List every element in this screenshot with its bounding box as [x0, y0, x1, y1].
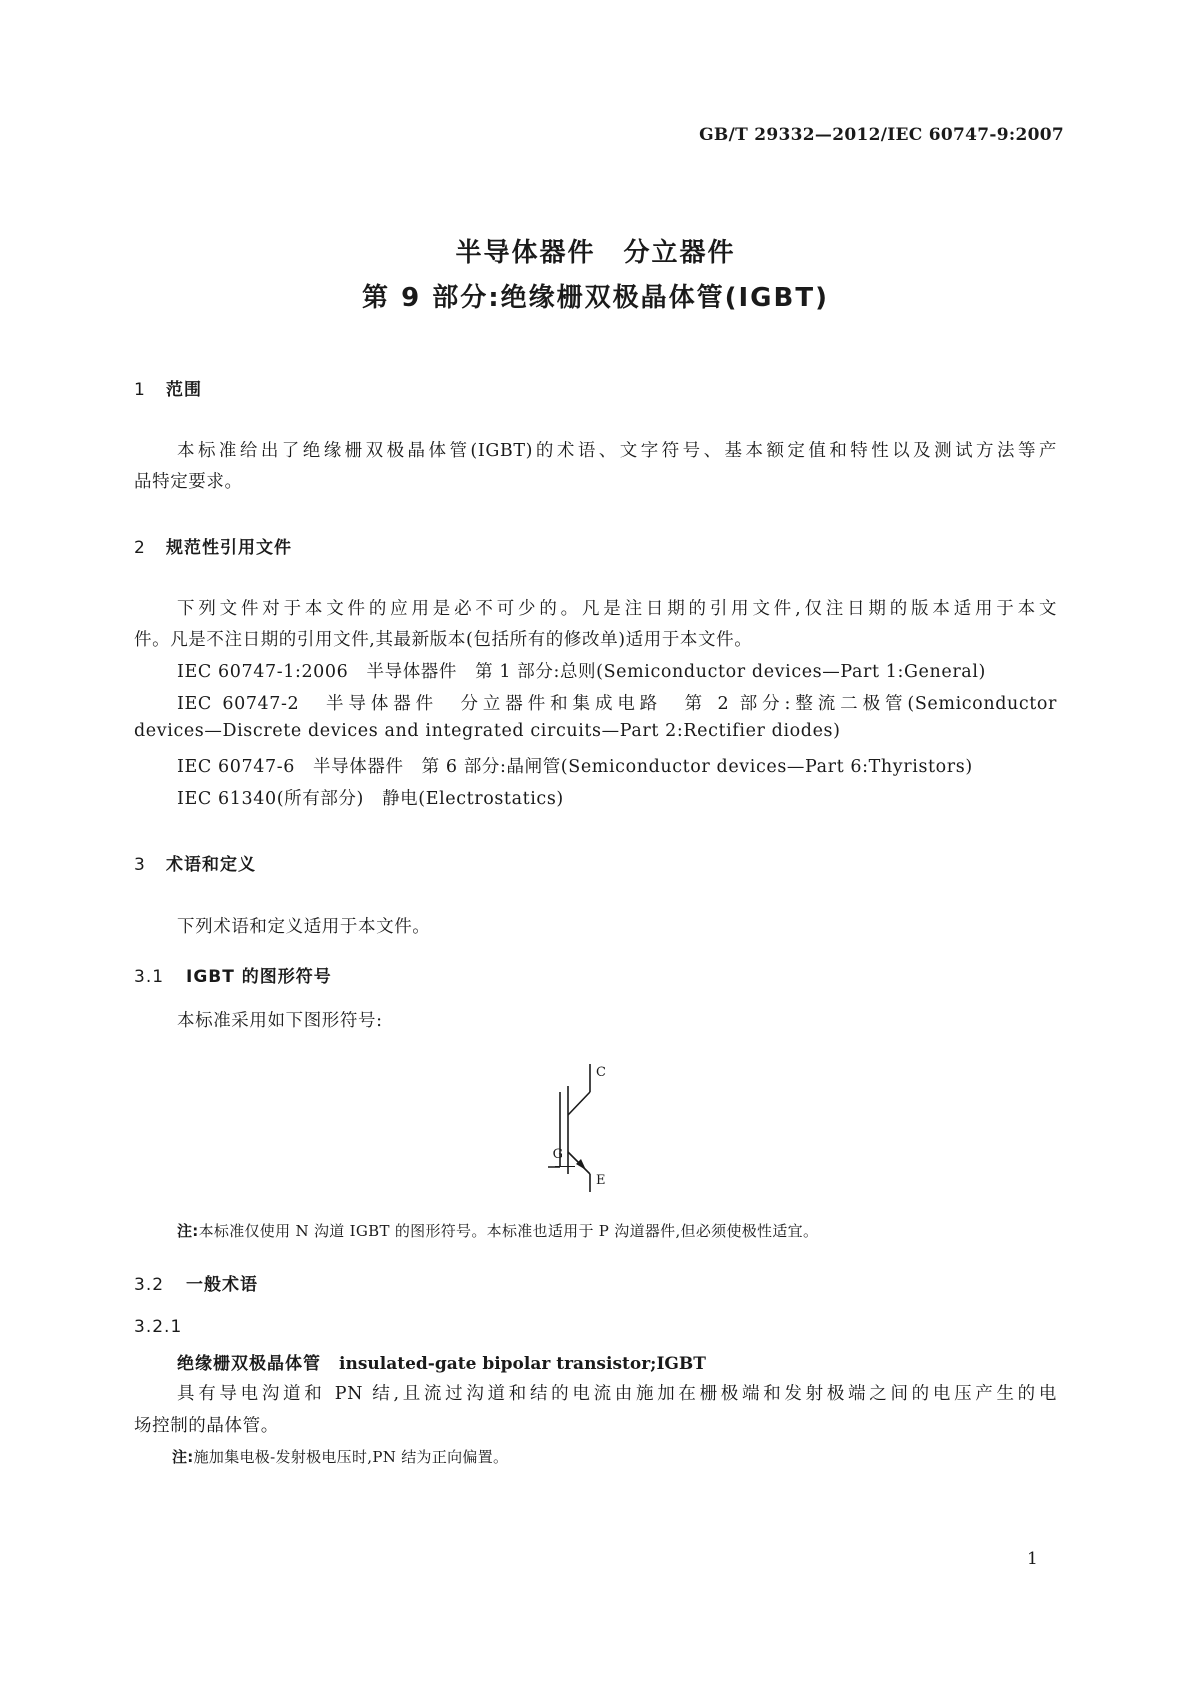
section-title: IGBT 的图形符号 [186, 967, 332, 987]
igbt-symbol-icon [548, 1062, 648, 1194]
note-label: 注: [177, 1222, 199, 1240]
symbol-paragraph: 本标准采用如下图形符号: [177, 1011, 383, 1031]
term-definition-line2: 场控制的晶体管。 [134, 1416, 279, 1436]
note-text: 施加集电极-发射极电压时,PN 结为正向偏置。 [193, 1448, 509, 1466]
section-1-heading [134, 375, 202, 400]
reference-iec-60747-1: IEC 60747-1:2006 半导体器件 第 1 部分:总则(Semiconductor devices—Part 1:General) [177, 662, 986, 682]
note-label: 注: [172, 1448, 194, 1466]
section-number: 1 [134, 380, 146, 400]
scope-paragraph-line1: 本标准给出了绝缘栅双极晶体管(IGBT)的术语、文字符号、基本额定值和特性以及测试方法等产 [177, 441, 1057, 461]
section-title: 一般术语 [186, 1275, 258, 1295]
symbol-note [177, 1220, 818, 1241]
section-number: 3 [134, 855, 146, 875]
section-number: 3.1 [134, 967, 165, 987]
reference-iec-60747-2-line2: devices—Discrete devices and integrated circuits—Part 2:Rectifier diodes) [134, 721, 841, 741]
term-chinese: 绝缘栅双极晶体管 [177, 1354, 321, 1374]
section-number: 3.2 [134, 1275, 165, 1295]
page-number: 1 [1027, 1549, 1038, 1569]
term-english: insulated-gate bipolar transistor;IGBT [339, 1354, 706, 1374]
section-3-heading [134, 850, 256, 875]
section-3-2-heading [134, 1270, 258, 1295]
scope-paragraph-line2: 品特定要求。 [134, 472, 243, 492]
emitter-label: E [596, 1173, 606, 1188]
collector-label: C [596, 1065, 606, 1080]
standard-code: GB/T 29332—2012/IEC 60747-9:2007 [699, 125, 1064, 145]
collector-diagonal [568, 1092, 590, 1115]
document-title-line1: 半导体器件 分立器件 [455, 238, 736, 268]
gate-lead-extension [555, 1166, 575, 1167]
section-2-heading [134, 533, 292, 558]
reference-iec-61340: IEC 61340(所有部分) 静电(Electrostatics) [177, 789, 564, 809]
clause-3-2-1-number: 3.2.1 [134, 1317, 183, 1337]
term-note [172, 1446, 508, 1467]
term-entry [177, 1349, 706, 1374]
gate-label: G [552, 1147, 563, 1162]
reference-iec-60747-2-line1: IEC 60747-2 半导体器件 分立器件和集成电路 第 2 部分:整流二极管(Semiconductor [177, 694, 1057, 714]
reference-iec-60747-6: IEC 60747-6 半导体器件 第 6 部分:晶闸管(Semiconductor devices—Part 6:Thyristors) [177, 757, 973, 777]
section-title: 术语和定义 [166, 855, 256, 875]
section-title: 范围 [166, 380, 202, 400]
document-title-line2: 第 9 部分:绝缘栅双极晶体管(IGBT) [362, 283, 829, 313]
note-text: 本标准仅使用 N 沟道 IGBT 的图形符号。本标准也适用于 P 沟道器件,但必须使极性适宜。 [198, 1222, 819, 1240]
section-3-1-heading [134, 962, 332, 987]
terms-paragraph: 下列术语和定义适用于本文件。 [177, 917, 431, 937]
section-title: 规范性引用文件 [166, 538, 292, 558]
references-paragraph-line1: 下列文件对于本文件的应用是必不可少的。凡是注日期的引用文件,仅注日期的版本适用于本文 [177, 599, 1057, 619]
term-definition-line1: 具有导电沟道和 PN 结,且流过沟道和结的电流由施加在栅极端和发射极端之间的电压产生的电 [177, 1384, 1057, 1404]
references-paragraph-line2: 件。凡是不注日期的引用文件,其最新版本(包括所有的修改单)适用于本文件。 [134, 630, 753, 650]
section-number: 2 [134, 538, 146, 558]
